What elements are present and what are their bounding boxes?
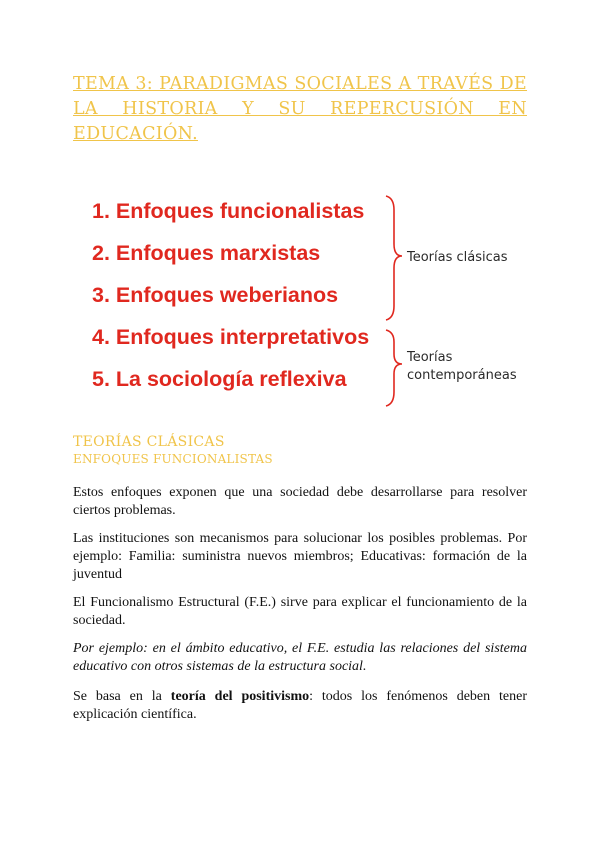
paragraph-5-prefix: Se basa en la [73,689,171,704]
list-item-functionalist: 1. Enfoques funcionalistas [92,199,365,223]
paragraph-1: Estos enfoques exponen que una sociedad debe desarrollarse para resolver ciertos problemas. [73,485,527,518]
section-subheading: ENFOQUES FUNCIONALISTAS [73,452,273,466]
list-item-marxist: 2. Enfoques marxistas [92,241,321,265]
positivism-term: teoría del positivismo [170,689,310,704]
contemporary-label-line1: Teorías [407,350,453,365]
list-item-weberian: 3. Enfoques weberianos [92,283,339,307]
section-heading: TEORÍAS CLÁSICAS [73,434,225,450]
classic-theories-label: Teorías clásicas [407,250,508,265]
contemporary-theories-label [407,349,517,385]
paragraph-5-suffix: : todos los fenómenos deben tener explicación científica. [73,689,527,722]
paragraph-5 [73,688,527,724]
paragraph-2: Las instituciones son mecanismos para solucionar los posibles problemas. Por ejemplo: Familia: suministra nuevos miembros; Educativas: formación de la juventud [73,531,527,582]
contemporary-label-line2: contemporáneas [407,368,517,383]
contemporary-brace-icon [386,330,402,406]
grouping-braces [376,192,406,412]
list-item-interpretative: 4. Enfoques interpretativos [92,325,370,349]
paragraph-4-example: Por ejemplo: en el ámbito educativo, el F.E. estudia las relaciones del sistema educativo con otros sistemas de la estructura social. [73,641,527,674]
approaches-list [92,196,369,406]
paragraph-3: El Funcionalismo Estructural (F.E.) sirve para explicar el funcionamiento de la sociedad. [73,595,527,628]
document-title: TEMA 3: PARADIGMAS SOCIALES A TRAVÉS DE LA HISTORIA Y SU REPERCUSIÓN EN EDUCACIÓN. [73,74,527,144]
classic-brace-icon [386,196,402,320]
list-item-reflexive: 5. La sociología reflexiva [92,367,347,391]
